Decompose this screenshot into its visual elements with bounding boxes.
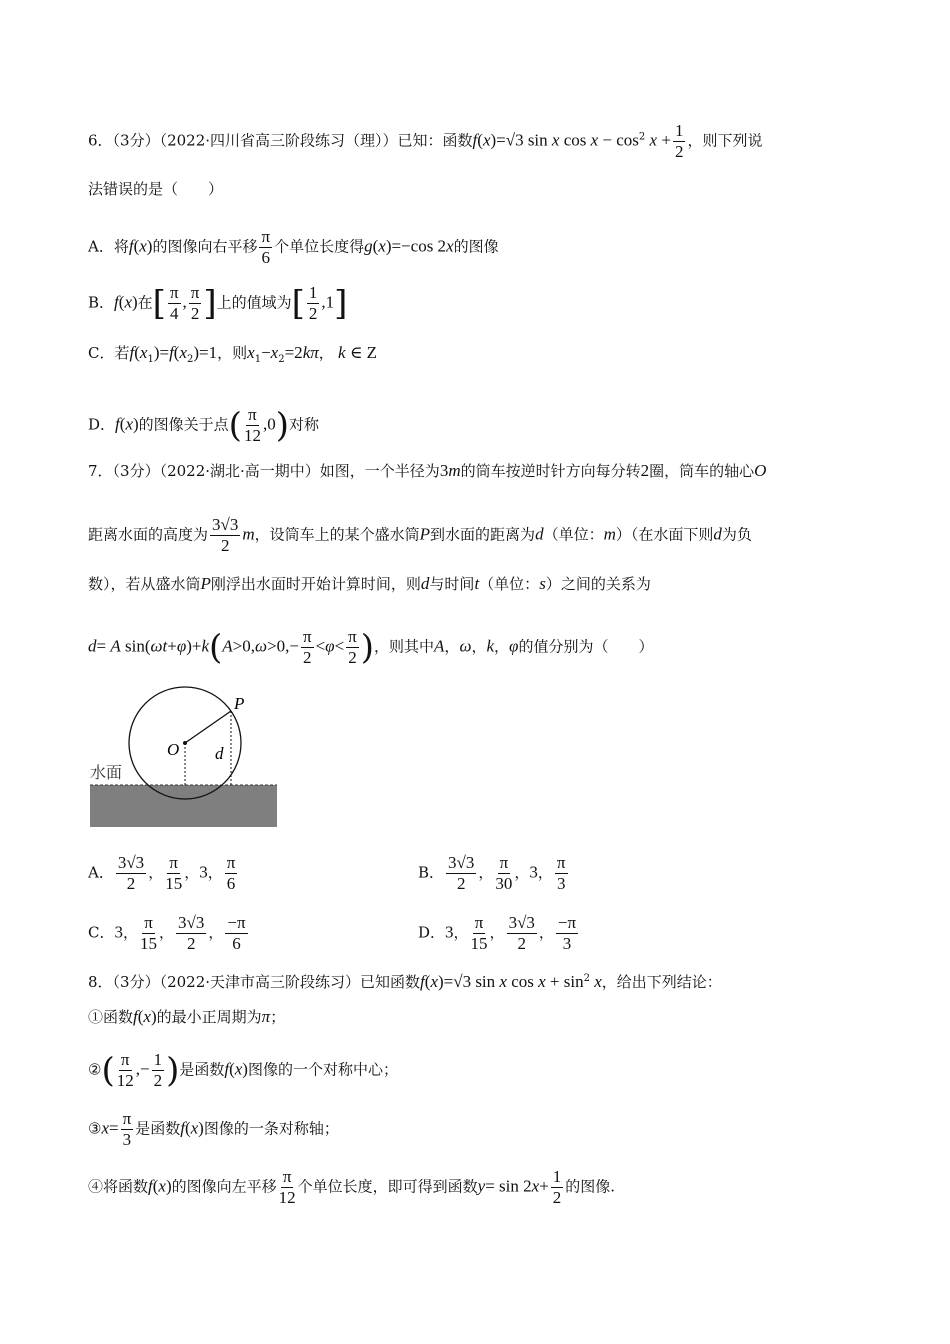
label-o: O [167, 740, 180, 759]
q8-statement-1: ①函数f(x)的最小正周期为π； [88, 1007, 286, 1026]
q6-option-b[interactable]: B．f(x)在[ $\frac{\pi}{4}$ , $\frac{\pi}{2}$ ]上的值域为[ $\frac{1}{2}$ ,1] [88, 283, 348, 324]
waterwheel-figure [88, 683, 283, 831]
q7-option-d[interactable]: D．3， $\frac{\pi}{15}$ ， $\frac{3√3}{2}$ ， $\frac{-\pi}{3}$ [418, 913, 577, 953]
q7-stem-line2: 距离水面的高度为 $\frac{3√3}{2}$ m，设筒车上的某个盛水筒P到水面的距离为d（单位：m）（在水面下则d为负 [88, 515, 752, 555]
q7-stem-line1: 7．（3分）（2022·湖北·高一期中）如图，一个半径为3m的筒车按逆时针方向每分转2圈，筒车的轴心O [88, 461, 767, 480]
q7-stem-line3: 数），若从盛水筒P刚浮出水面时开始计算时间，则d与时间t（单位：s）之间的关系为 [88, 574, 651, 593]
q7-option-a[interactable]: A． $\frac{3√3}{2}$ ， $\frac{\pi}{15}$ ，3， $\frac{\pi}{6}$ [88, 853, 236, 893]
label-p: P [234, 694, 245, 713]
q7-option-c[interactable]: C．3， $\frac{\pi}{15}$ ， $\frac{3√3}{2}$ ， $\frac{-\pi}{6}$ [88, 913, 246, 953]
q6-option-a[interactable]: A．将f(x)的图像向右平移 $\frac{\pi}{6}$ 个单位长度得g(x)=−cos 2x的图像 [88, 227, 499, 267]
label-water: 水面 [90, 763, 123, 782]
q6-option-c[interactable]: C．若$f(x_1)=f(x_2)=1$，则$x_1-x_2=2k\pi$， k ∈ Z [88, 343, 378, 365]
q8-stem: 8．（3分）（2022·天津市高三阶段练习）已知函数f(x)=√3 sin x $\cos x + \sin^2 x$，给出下列结论： [88, 972, 722, 991]
q8-statement-3: ③x= $\frac{\pi}{3}$ 是函数f(x)图像的一条对称轴； [88, 1109, 339, 1149]
q7-formula: d= A sin(ωt+φ)+k(A>0,ω>0,− $\frac{\pi}{2}$ <φ< $\frac{\pi}{2}$ )，则其中A，ω，k，φ的值分别为（ ） [88, 627, 654, 668]
q6-stem-cont: 法错误的是（ ） [88, 180, 224, 198]
q8-statement-4: ④将函数f(x)的图像向左平移 $\frac{\pi}{12}$ 个单位长度，即可得到函数y= sin 2x+ $\frac{1}{2}$ 的图像. [88, 1167, 616, 1207]
water-body [90, 785, 277, 827]
q7-option-b[interactable]: B． $\frac{3√3}{2}$ ， $\frac{\pi}{30}$ ，3， $\frac{\pi}{3}$ [418, 853, 566, 893]
radius-line [185, 711, 231, 743]
q6-stem: 6．（3分）（2022·四川省高三阶段练习（理））已知：函数f(x)=√3 sin x $\cos x - \cos^2 x$ + $\frac{1}{2}$ ，则下列说 [88, 121, 763, 161]
q8-statement-2: ②( $\frac{\pi}{12}$ ,− $\frac{1}{2}$ )是函数f(x)图像的一个对称中心； [88, 1050, 398, 1091]
q6-option-d[interactable]: D．f(x)的图像关于点( $\frac{\pi}{12}$ ,0)对称 [88, 405, 319, 446]
label-d: d [215, 744, 224, 763]
